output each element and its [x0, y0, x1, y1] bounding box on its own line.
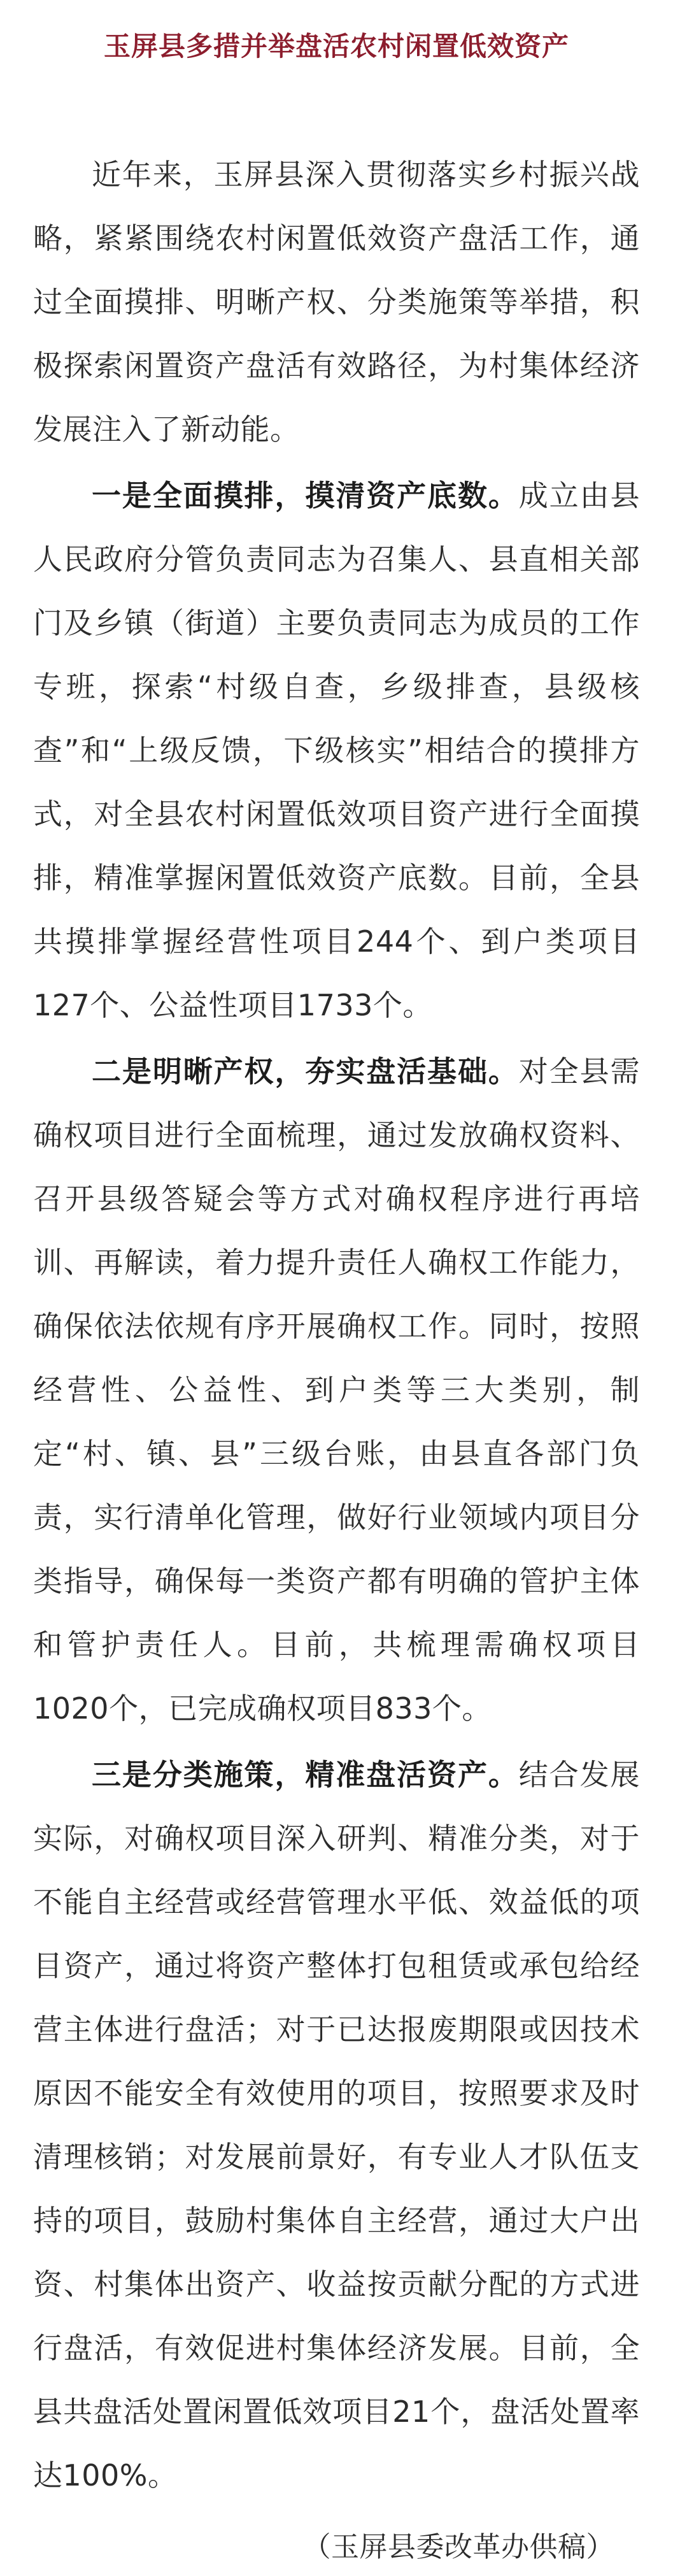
paragraph-item-1	[33, 464, 640, 1037]
paragraph-body-2: 对全县需确权项目进行全面梳理，通过发放确权资料、召开县级答疑会等方式对确权程序进行再培训、再解读，着力提升责任人确权工作能力，确保依法依规有序开展确权工作。同时，按照经营性、公益性、到户类等三大类别，制定“村、镇、县”三级台账，由县直各部门负责，实行清单化管理，做好行业领域内项目分类指导，确保每一类资产都有明确的管护主体和管护责任人。目前，共梳理需确权项目1020个，已完成确权项目833个。	[33, 1054, 641, 1726]
paragraph-item-2	[33, 1040, 640, 1740]
source-credit: （玉屏县委改革办供稿）	[302, 2531, 614, 2563]
paragraph-body-1: 成立由县人民政府分管负责同志为召集人、县直相关部门及乡镇（街道）主要负责同志为成员的工作专班，探索“村级自查，乡级排查，县级核查”和“上级反馈，下级核实”相结合的摸排方式，对全县农村闲置低效项目资产进行全面摸排，精准掌握闲置低效资产底数。目前，全县共摸排掌握经营性项目244个、到户类项目127个、公益性项目1733个。	[33, 478, 641, 1022]
paragraph-body-3: 结合发展实际，对确权项目深入研判、精准分类，对于不能自主经营或经营管理水平低、效益低的项目资产，通过将资产整体打包租赁或承包给经营主体进行盘活；对于已达报废期限或因技术原因不能安全有效使用的项目，按照要求及时清理核销；对发展前景好，有专业人才队伍支持的项目，鼓励村集体自主经营，通过大户出资、村集体出资产、收益按贡献分配的方式进行盘活，有效促进村集体经济发展。目前，全县共盘活处置闲置低效项目21个，盘活处置率达100%。	[33, 1757, 641, 2493]
paragraph-item-3	[33, 1743, 640, 2507]
paragraph-lead-1: 一是全面摸排，摸清资产底数。	[92, 478, 519, 513]
article-title: 玉屏县多措并举盘活农村闲置低效资产	[103, 31, 569, 62]
intro-paragraph: 近年来，玉屏县深入贯彻落实乡村振兴战略，紧紧围绕农村闲置低效资产盘活工作，通过全面摸排、明晰产权、分类施策等举措，积极探索闲置资产盘活有效路径，为村集体经济发展注入了新动能。	[33, 157, 640, 447]
paragraph-lead-3: 三是分类施策，精准盘活资产。	[92, 1757, 519, 1792]
paragraph-lead-2: 二是明晰产权，夯实盘活基础。	[92, 1054, 519, 1089]
